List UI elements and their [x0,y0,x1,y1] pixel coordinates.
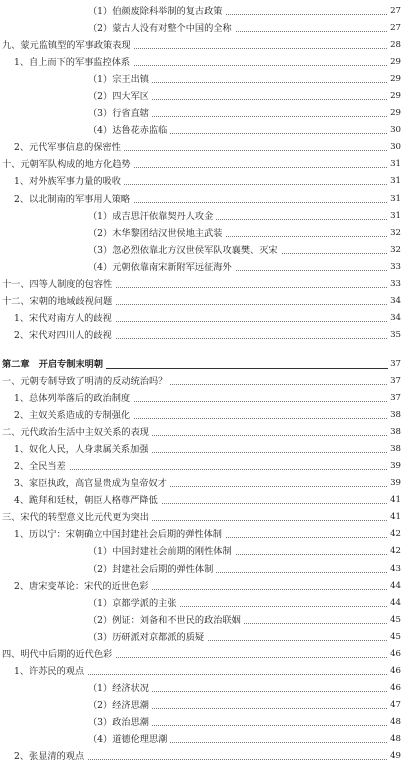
toc-entry-title: 2、张显清的观点 [14,748,87,765]
toc-entry[interactable] [0,88,409,105]
toc-entry[interactable] [0,259,409,276]
toc-entry-title: 三、宋代的转型意义比元代更为突出 [2,509,152,526]
toc-entry[interactable] [0,105,409,122]
toc-entry-title: 二、元代政治生活中主奴关系的表现 [2,424,152,441]
toc-entry-title: 2、全民当差 [14,458,69,475]
toc-entry-title: （1）经济状况 [88,680,152,697]
toc-entry-page: 37 [388,373,401,390]
toc-entry-title: 1、奴化人民，人身隶属关系加强 [14,441,151,458]
toc-entry[interactable] [0,458,409,475]
toc-entry[interactable] [0,509,409,526]
toc-entry[interactable] [0,225,409,242]
toc-entry[interactable] [0,680,409,697]
toc-entry-page: 31 [388,208,401,225]
toc-entry-title: （2）例证：刘备和不世民的政治联姻 [88,612,244,629]
toc-entry-title: （4）元朝依靠南宋新附军远征海外 [88,259,235,276]
toc-entry-title: 2、主奴关系造成的专制强化 [14,407,133,424]
toc-entry-page: 32 [388,242,401,259]
toc-entry[interactable] [0,441,409,458]
toc-entry-title: 一、元朝专制导致了明清的反动统治吗？ [2,373,170,390]
toc-entry[interactable] [0,629,409,646]
toc-entry-page: 29 [388,88,401,105]
toc-entry-title: （1）京都学派的主张 [88,595,180,612]
toc-entry-title: （3）行省直辖 [88,105,152,122]
toc-entry[interactable] [0,595,409,612]
toc-entry-page: 31 [388,156,401,173]
toc-entry[interactable] [0,526,409,543]
toc-entry-title: 1、宋代对南方人的歧视 [14,310,115,327]
toc-entry[interactable] [0,407,409,424]
toc-entry-title: （2）四大军区 [88,88,152,105]
toc-entry-page: 46 [388,680,401,697]
toc-block-chapter-two [0,373,409,765]
toc-block-chapter-one-tail [0,3,409,344]
toc-entry-page: 27 [388,20,401,37]
toc-entry-title: （2）木华黎团结汉世侯地主武装 [88,225,225,242]
toc-entry-page: 31 [388,173,401,190]
toc-leader-dots [14,469,391,470]
toc-entry-title: （2）经济思潮 [88,697,152,714]
toc-entry[interactable] [0,561,409,578]
toc-entry-page: 33 [388,276,401,293]
toc-entry[interactable] [0,578,409,595]
toc-entry-page: 48 [388,714,401,731]
toc-entry-page: 41 [388,492,401,509]
toc-entry[interactable] [0,276,409,293]
toc-entry-title: 1、自上而下的军事监控体系 [14,54,133,71]
toc-entry-title: 十、元朝军队构成的地方化趋势 [2,156,134,173]
toc-entry-title: 4、跪拜和廷杖，朝臣人格尊严降低 [14,492,161,509]
toc-entry-title: （3）政治思潮 [88,714,152,731]
toc-entry-page: 39 [388,475,401,492]
toc-chapter-title: 第二章 开启专制末明朝 [2,356,106,373]
toc-entry[interactable] [0,20,409,37]
toc-entry[interactable] [0,54,409,71]
toc-entry-title: 2、以北制南的军事用人策略 [14,191,133,208]
toc-entry-page: 42 [388,526,401,543]
toc-entry-page: 44 [388,578,401,595]
toc-entry-title: （3）历研派对京都派的质疑 [88,629,207,646]
toc-entry-page: 46 [388,663,401,680]
toc-entry-title: 1、历以宁：宋朝确立中国封建社会后期的弹性体制 [14,526,225,543]
toc-entry[interactable] [0,697,409,714]
toc-entry-page: 37 [388,390,401,407]
toc-entry-page: 32 [388,225,401,242]
toc-entry-page: 38 [388,441,401,458]
toc-entry[interactable] [0,663,409,680]
toc-entry-page: 34 [388,293,401,310]
toc-chapter-heading[interactable] [0,356,409,373]
toc-entry-title: （2）蒙古人没有对整个中国的全称 [88,20,235,37]
toc-entry-page: 35 [388,327,401,344]
toc-entry[interactable] [0,242,409,259]
toc-entry[interactable] [0,612,409,629]
toc-entry[interactable] [0,71,409,88]
toc-entry[interactable] [0,424,409,441]
toc-entry-page: 33 [388,259,401,276]
toc-entry-page: 45 [388,629,401,646]
toc-entry[interactable] [0,390,409,407]
toc-entry-title: 2、唐宋变革论：宋代的近世色彩 [14,578,151,595]
toc-entry[interactable] [0,37,409,54]
toc-entry[interactable] [0,492,409,509]
toc-entry-title: （4）道德伦理思潮 [88,731,170,748]
toc-entry[interactable] [0,156,409,173]
toc-entry[interactable] [0,731,409,748]
toc-entry-title: 2、元代军事信息的保密性 [14,139,124,156]
toc-entry[interactable] [0,3,409,20]
toc-entry[interactable] [0,373,409,390]
toc-entry-page: 45 [388,612,401,629]
toc-entry-page: 29 [388,71,401,88]
toc-entry[interactable] [0,543,409,560]
toc-chapter-page: 37 [388,356,401,373]
toc-entry-page: 41 [388,509,401,526]
toc-entry-page: 38 [388,407,401,424]
toc-entry[interactable] [0,139,409,156]
toc-entry[interactable] [0,191,409,208]
toc-entry-page: 38 [388,424,401,441]
toc-entry[interactable] [0,293,409,310]
toc-entry-page: 47 [388,697,401,714]
toc-entry[interactable] [0,310,409,327]
toc-entry[interactable] [0,475,409,492]
toc-entry[interactable] [0,748,409,765]
toc-entry-title: 1、许苏民的观点 [14,663,87,680]
toc-entry-title: （1）宗王出镇 [88,71,152,88]
toc-entry-title: （1）成吉思汗依靠契丹人攻金 [88,208,216,225]
toc-entry-title: （1）伯颜废除科举制的复古政策 [88,3,225,20]
toc-entry-page: 28 [388,37,401,54]
toc-entry-title: 2、宋代对四川人的歧视 [14,327,115,344]
toc-entry-page: 34 [388,310,401,327]
toc-entry[interactable] [0,327,409,344]
toc-entry[interactable] [0,122,409,139]
toc-entry[interactable] [0,714,409,731]
toc-entry-page: 31 [388,191,401,208]
toc-entry-page: 29 [388,54,401,71]
toc-entry-page: 49 [388,748,401,765]
toc-entry-page: 30 [388,139,401,156]
toc-entry-title: 十二、宋朝的地域歧视问题 [2,293,115,310]
toc-entry-title: 3、家臣执政，高官显贵成为皇帝奴才 [14,475,170,492]
toc-entry-title: （2）封建社会后期的弹性体制 [88,561,216,578]
toc-entry-page: 43 [388,561,401,578]
toc-entry-page: 44 [388,595,401,612]
toc-entry-title: 1、总体列举落后的政治制度 [14,390,133,407]
toc-entry-title: 十一、四等人制度的包容性 [2,276,115,293]
toc-entry-page: 42 [388,543,401,560]
toc-entry-title: （1）中国封建社会前期的刚性体制 [88,543,235,560]
toc-entry-title: 1、对外族军事力量的吸收 [14,173,124,190]
toc-entry-page: 46 [388,646,401,663]
toc-entry-title: （4）达鲁花赤监临 [88,122,170,139]
toc-entry-title: 九、蒙元监镇型的军事政策表现 [2,37,134,54]
toc-entry-page: 30 [388,122,401,139]
toc-entry-title: （3）忽必烈依靠北方汉世侯军队攻襄樊、灭宋 [88,242,281,259]
toc-entry-page: 29 [388,105,401,122]
toc-entry-title: 四、明代中后期的近代色彩 [2,646,115,663]
table-of-contents [0,3,409,765]
toc-entry[interactable] [0,208,409,225]
toc-entry[interactable] [0,173,409,190]
toc-entry[interactable] [0,646,409,663]
toc-entry-page: 39 [388,458,401,475]
toc-entry-page: 48 [388,731,401,748]
toc-entry-page: 27 [388,3,401,20]
section-gap [0,344,409,356]
